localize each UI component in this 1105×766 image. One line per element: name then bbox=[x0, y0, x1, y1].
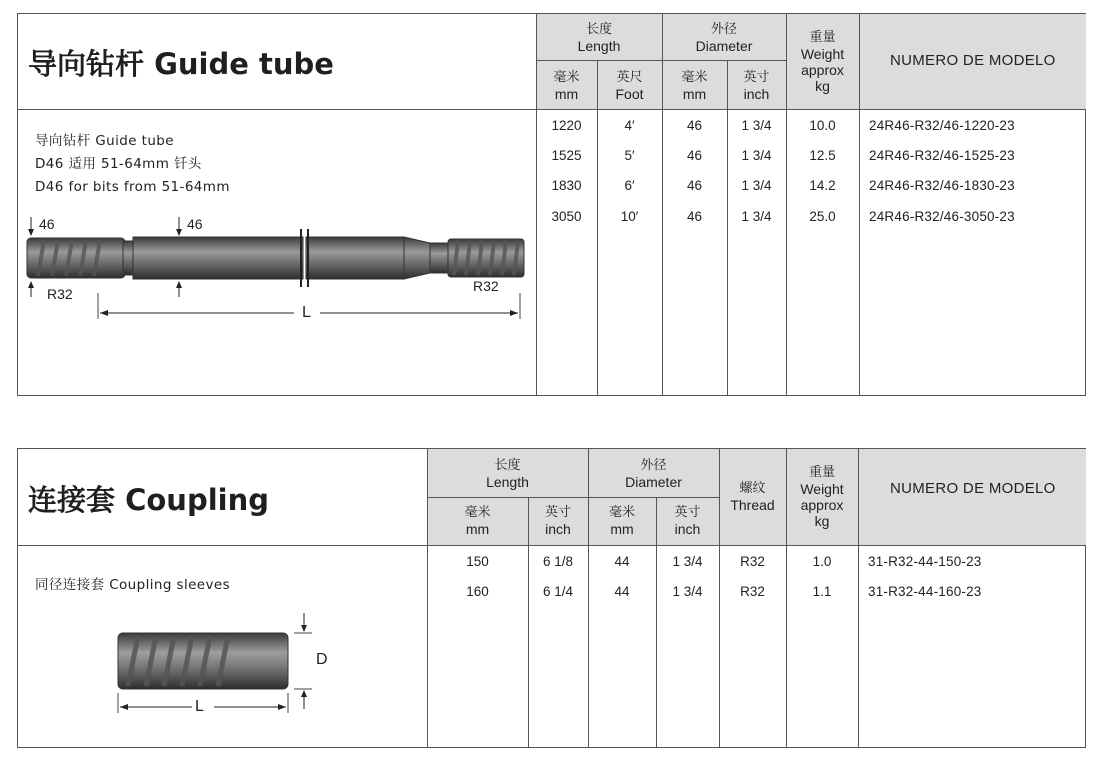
col-divider bbox=[597, 60, 598, 395]
length-mm-cell: 1220 bbox=[551, 118, 582, 133]
coupling-header-divider bbox=[18, 545, 1085, 546]
length-label: L bbox=[302, 304, 311, 321]
weight-header: 重量 Weight approx kg bbox=[800, 465, 844, 529]
coupling-description: 同径连接套 Coupling sleeves bbox=[35, 577, 231, 593]
length-foot-cell: 6′ bbox=[624, 178, 635, 193]
model-cell: 24R46-R32/46-1220-23 bbox=[869, 118, 1015, 133]
diameter-inch-cell: 1 3/4 bbox=[672, 554, 703, 569]
diameter-inch-cell: 1 3/4 bbox=[741, 178, 772, 193]
diameter-inch-header: 英寸 inch bbox=[674, 505, 701, 537]
diameter-inch-cell: 1 3/4 bbox=[741, 148, 772, 163]
length-foot-cell: 5′ bbox=[624, 148, 635, 163]
right-thread-label: R32 bbox=[473, 278, 499, 294]
coupling-diameter-label: D bbox=[316, 651, 328, 668]
col-divider bbox=[858, 449, 859, 747]
thread-cell: R32 bbox=[740, 554, 765, 569]
col-divider bbox=[859, 14, 860, 395]
diameter-mm-header: 毫米 mm bbox=[608, 505, 635, 537]
coupling-length-label: L bbox=[195, 698, 204, 715]
length-header: 长度 Length bbox=[577, 22, 621, 54]
length-mm-header: 毫米 mm bbox=[464, 505, 491, 537]
diameter-mm-cell: 44 bbox=[614, 584, 630, 599]
coupling-title: 连接套 Coupling bbox=[28, 483, 269, 517]
left-diameter-label: 46 bbox=[39, 216, 55, 232]
length-mm-cell: 1525 bbox=[551, 148, 582, 163]
description-line: 导向钻杆 Guide tube bbox=[35, 133, 174, 149]
guide-subheader-divider bbox=[536, 60, 786, 61]
guide-tube-drawing bbox=[18, 209, 528, 339]
length-mm-header: 毫米 mm bbox=[553, 70, 580, 102]
coupling-section bbox=[17, 448, 1086, 748]
weight-cell: 25.0 bbox=[809, 209, 836, 224]
diameter-inch-cell: 1 3/4 bbox=[741, 118, 772, 133]
model-cell: 24R46-R32/46-3050-23 bbox=[869, 209, 1015, 224]
description-line: D46 for bits from 51-64mm bbox=[35, 179, 230, 195]
length-mm-cell: 150 bbox=[466, 554, 489, 569]
guide-header-divider bbox=[18, 109, 1085, 110]
coupling-subheader-divider bbox=[427, 497, 719, 498]
diameter-header: 外径 Diameter bbox=[625, 458, 682, 490]
length-inch-header: 英寸 inch bbox=[544, 505, 571, 537]
weight-cell: 14.2 bbox=[809, 178, 836, 193]
length-mm-cell: 1830 bbox=[551, 178, 582, 193]
description-line: D46 适用 51-64mm 钎头 bbox=[35, 156, 202, 172]
length-mm-cell: 160 bbox=[466, 584, 489, 599]
weight-header: 重量 Weight approx kg bbox=[800, 30, 845, 94]
diameter-mm-cell: 46 bbox=[686, 118, 703, 133]
length-foot-header: 英尺 Foot bbox=[615, 70, 644, 102]
guide-tube-section bbox=[17, 13, 1086, 396]
model-header: NUMERO DE MODELO bbox=[890, 52, 1056, 69]
model-cell: 24R46-R32/46-1525-23 bbox=[869, 148, 1015, 163]
weight-cell: 1.1 bbox=[812, 584, 832, 599]
diameter-mm-cell: 44 bbox=[614, 554, 630, 569]
length-foot-cell: 10′ bbox=[620, 209, 639, 224]
guide-tube-title: 导向钻杆 Guide tube bbox=[28, 47, 334, 81]
diameter-mm-cell: 46 bbox=[686, 148, 703, 163]
diameter-mm-cell: 46 bbox=[686, 209, 703, 224]
model-header: NUMERO DE MODELO bbox=[890, 480, 1056, 497]
left-thread-label: R32 bbox=[47, 286, 73, 302]
length-header: 长度 Length bbox=[486, 458, 529, 490]
length-inch-cell: 6 1/4 bbox=[542, 584, 574, 599]
weight-cell: 1.0 bbox=[812, 554, 832, 569]
col-divider bbox=[727, 60, 728, 395]
diameter-header: 外径 Diameter bbox=[695, 22, 753, 54]
length-inch-cell: 6 1/8 bbox=[542, 554, 574, 569]
model-cell: 31-R32-44-150-23 bbox=[868, 554, 982, 569]
model-cell: 31-R32-44-160-23 bbox=[868, 584, 982, 599]
diameter-inch-header: 英寸 inch bbox=[743, 70, 770, 102]
diameter-mm-header: 毫米 mm bbox=[681, 70, 708, 102]
weight-cell: 12.5 bbox=[809, 148, 836, 163]
thread-header: 螺纹 Thread bbox=[730, 481, 775, 513]
thread-cell: R32 bbox=[740, 584, 765, 599]
mid-diameter-label: 46 bbox=[187, 216, 203, 232]
length-mm-cell: 3050 bbox=[551, 209, 582, 224]
diameter-mm-cell: 46 bbox=[686, 178, 703, 193]
length-foot-cell: 4′ bbox=[624, 118, 635, 133]
guide-tube-description bbox=[35, 130, 230, 199]
coupling-drawing bbox=[98, 609, 398, 729]
model-cell: 24R46-R32/46-1830-23 bbox=[869, 178, 1015, 193]
diameter-inch-cell: 1 3/4 bbox=[741, 209, 772, 224]
weight-cell: 10.0 bbox=[809, 118, 836, 133]
diameter-inch-cell: 1 3/4 bbox=[672, 584, 703, 599]
